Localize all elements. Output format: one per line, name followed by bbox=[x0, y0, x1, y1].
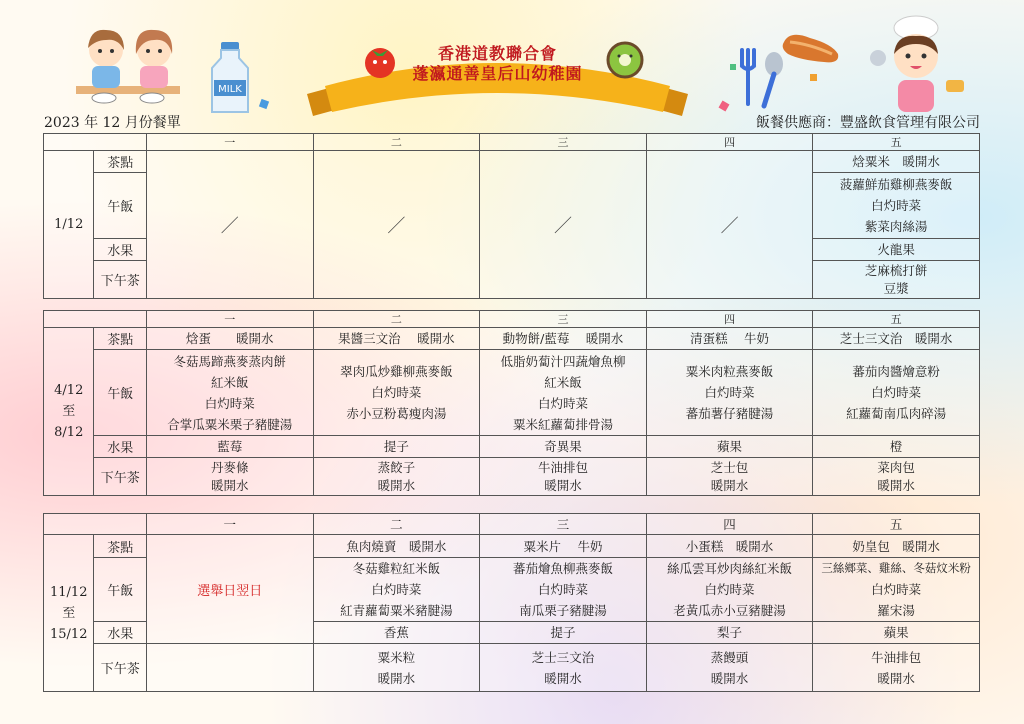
menu-cell: 翠肉瓜炒雞柳燕麥飯 白灼時菜 赤小豆粉葛瘦肉湯 bbox=[313, 350, 480, 436]
day-header: 四 bbox=[646, 514, 813, 535]
day-header: 一 bbox=[146, 134, 313, 151]
day-header: 三 bbox=[480, 311, 647, 328]
school-name-line2: 蓬瀛通善皇后山幼稚園 bbox=[412, 64, 583, 83]
menu-cell: 清蛋糕 牛奶 bbox=[646, 328, 813, 350]
menu-cell: 菜肉包 暖開水 bbox=[813, 458, 980, 496]
day-header: 一 bbox=[146, 311, 313, 328]
menu-cell: 蕃茄燴魚柳燕麥飯 白灼時菜 南瓜栗子豬腱湯 bbox=[480, 558, 647, 622]
day-header: 五 bbox=[813, 514, 980, 535]
row-label-snack: 茶點 bbox=[94, 328, 147, 350]
day-header: 四 bbox=[646, 134, 813, 151]
menu-cell: 小蛋糕 暖開水 bbox=[646, 535, 813, 558]
menu-cell: 芝麻梳打餅 豆漿 bbox=[813, 261, 980, 299]
holiday-note: 選舉日翌日 bbox=[146, 535, 313, 644]
menu-cell: 冬菇馬蹄燕麥蒸肉餅 紅米飯 白灼時菜 合掌瓜粟米栗子豬腱湯 bbox=[146, 350, 313, 436]
day-header: 三 bbox=[480, 514, 647, 535]
menu-cell: 芝士包 暖開水 bbox=[646, 458, 813, 496]
menu-cell: 絲瓜雲耳炒肉絲紅米飯 白灼時菜 老黃瓜赤小豆豬腱湯 bbox=[646, 558, 813, 622]
row-label-lunch: 午飯 bbox=[94, 173, 147, 239]
no-menu-cell: ／ bbox=[313, 151, 480, 299]
menu-cell: 橙 bbox=[813, 436, 980, 458]
date-cell: 1/12 bbox=[44, 151, 94, 299]
row-label-tea: 下午茶 bbox=[94, 644, 147, 692]
menu-cell: 焓粟米 暖開水 bbox=[813, 151, 980, 173]
menu-cell: 冬菇雞粒紅米飯 白灼時菜 紅青蘿蔔粟米豬腱湯 bbox=[313, 558, 480, 622]
menu-cell: 蒸饅頭 暖開水 bbox=[646, 644, 813, 692]
menu-cell: 藍莓 bbox=[146, 436, 313, 458]
row-label-snack: 茶點 bbox=[94, 151, 147, 173]
menu-cell: 菠蘿鮮茄雞柳燕麥飯 白灼時菜 紫菜肉絲湯 bbox=[813, 173, 980, 239]
day-header: 三 bbox=[480, 134, 647, 151]
menu-cell: 芝士三文治 暖開水 bbox=[813, 328, 980, 350]
day-header: 二 bbox=[313, 514, 480, 535]
date-cell: 4/12 至 8/12 bbox=[44, 328, 94, 496]
row-label-snack: 茶點 bbox=[94, 535, 147, 558]
menu-cell: 粟米片 牛奶 bbox=[480, 535, 647, 558]
day-header: 二 bbox=[313, 311, 480, 328]
school-banner bbox=[305, 38, 690, 120]
menu-cell: 丹麥條 暖開水 bbox=[146, 458, 313, 496]
menu-cell: 魚肉燒賣 暖開水 bbox=[313, 535, 480, 558]
menu-cell: 提子 bbox=[313, 436, 480, 458]
month-title: 2023 年 12 月份餐單 bbox=[44, 115, 181, 131]
no-menu-cell: ／ bbox=[146, 151, 313, 299]
row-label-fruit: 水果 bbox=[94, 239, 147, 261]
menu-cell: 蒸餃子 暖開水 bbox=[313, 458, 480, 496]
menu-cell: 三絲鄉菜、雞絲、冬菇炆米粉 白灼時菜 羅宋湯 bbox=[813, 558, 980, 622]
menu-cell: 果醬三文治 暖開水 bbox=[313, 328, 480, 350]
menu-cell: 焓蛋 暖開水 bbox=[146, 328, 313, 350]
menu-cell: 粟米粒 暖開水 bbox=[313, 644, 480, 692]
week1-table bbox=[43, 133, 980, 299]
week3-table bbox=[43, 513, 980, 692]
day-header: 五 bbox=[813, 134, 980, 151]
menu-header bbox=[44, 112, 980, 130]
row-label-lunch: 午飯 bbox=[94, 350, 147, 436]
menu-cell: 蘋果 bbox=[813, 622, 980, 644]
milk-bottle-icon bbox=[208, 42, 252, 114]
menu-cell: 火龍果 bbox=[813, 239, 980, 261]
menu-cell: 蘋果 bbox=[646, 436, 813, 458]
chef-girl-illustration bbox=[866, 10, 966, 114]
school-name-line1: 香港道教聯合會 bbox=[437, 44, 557, 63]
menu-cell: 動物餅/藍莓 暖開水 bbox=[480, 328, 647, 350]
day-header: 二 bbox=[313, 134, 480, 151]
no-menu-cell: ／ bbox=[646, 151, 813, 299]
day-header: 一 bbox=[146, 514, 313, 535]
menu-cell: 牛油排包 暖開水 bbox=[813, 644, 980, 692]
corner-cell bbox=[44, 134, 147, 151]
corner-cell bbox=[44, 514, 147, 535]
row-label-lunch: 午飯 bbox=[94, 558, 147, 622]
no-menu-cell: ／ bbox=[480, 151, 647, 299]
week2-table bbox=[43, 310, 980, 496]
supplier-name: 飯餐供應商：豐盛飲食管理有限公司 bbox=[756, 115, 980, 131]
day-header: 四 bbox=[646, 311, 813, 328]
row-label-tea: 下午茶 bbox=[94, 261, 147, 299]
menu-cell: 提子 bbox=[480, 622, 647, 644]
empty-cell bbox=[146, 644, 313, 692]
menu-cell: 牛油排包 暖開水 bbox=[480, 458, 647, 496]
menu-cell: 低脂奶蔔汁四蔬燴魚柳 紅米飯 白灼時菜 粟米紅蘿蔔排骨湯 bbox=[480, 350, 647, 436]
date-cell: 11/12 至 15/12 bbox=[44, 535, 94, 692]
menu-cell: 奶皇包 暖開水 bbox=[813, 535, 980, 558]
menu-cell: 粟米肉粒燕麥飯 白灼時菜 蕃茄薯仔豬腱湯 bbox=[646, 350, 813, 436]
row-label-tea: 下午茶 bbox=[94, 458, 147, 496]
menu-cell: 蕃茄肉醬燴意粉 白灼時菜 紅蘿蔔南瓜肉碎湯 bbox=[813, 350, 980, 436]
menu-cell: 芝士三文治 暖開水 bbox=[480, 644, 647, 692]
menu-cell: 梨子 bbox=[646, 622, 813, 644]
row-label-fruit: 水果 bbox=[94, 622, 147, 644]
menu-cell: 奇異果 bbox=[480, 436, 647, 458]
menu-cell: 香蕉 bbox=[313, 622, 480, 644]
corner-cell bbox=[44, 311, 147, 328]
row-label-fruit: 水果 bbox=[94, 436, 147, 458]
svg-text:MILK: MILK bbox=[218, 84, 242, 95]
kids-eating-illustration bbox=[72, 20, 184, 112]
day-header: 五 bbox=[813, 311, 980, 328]
